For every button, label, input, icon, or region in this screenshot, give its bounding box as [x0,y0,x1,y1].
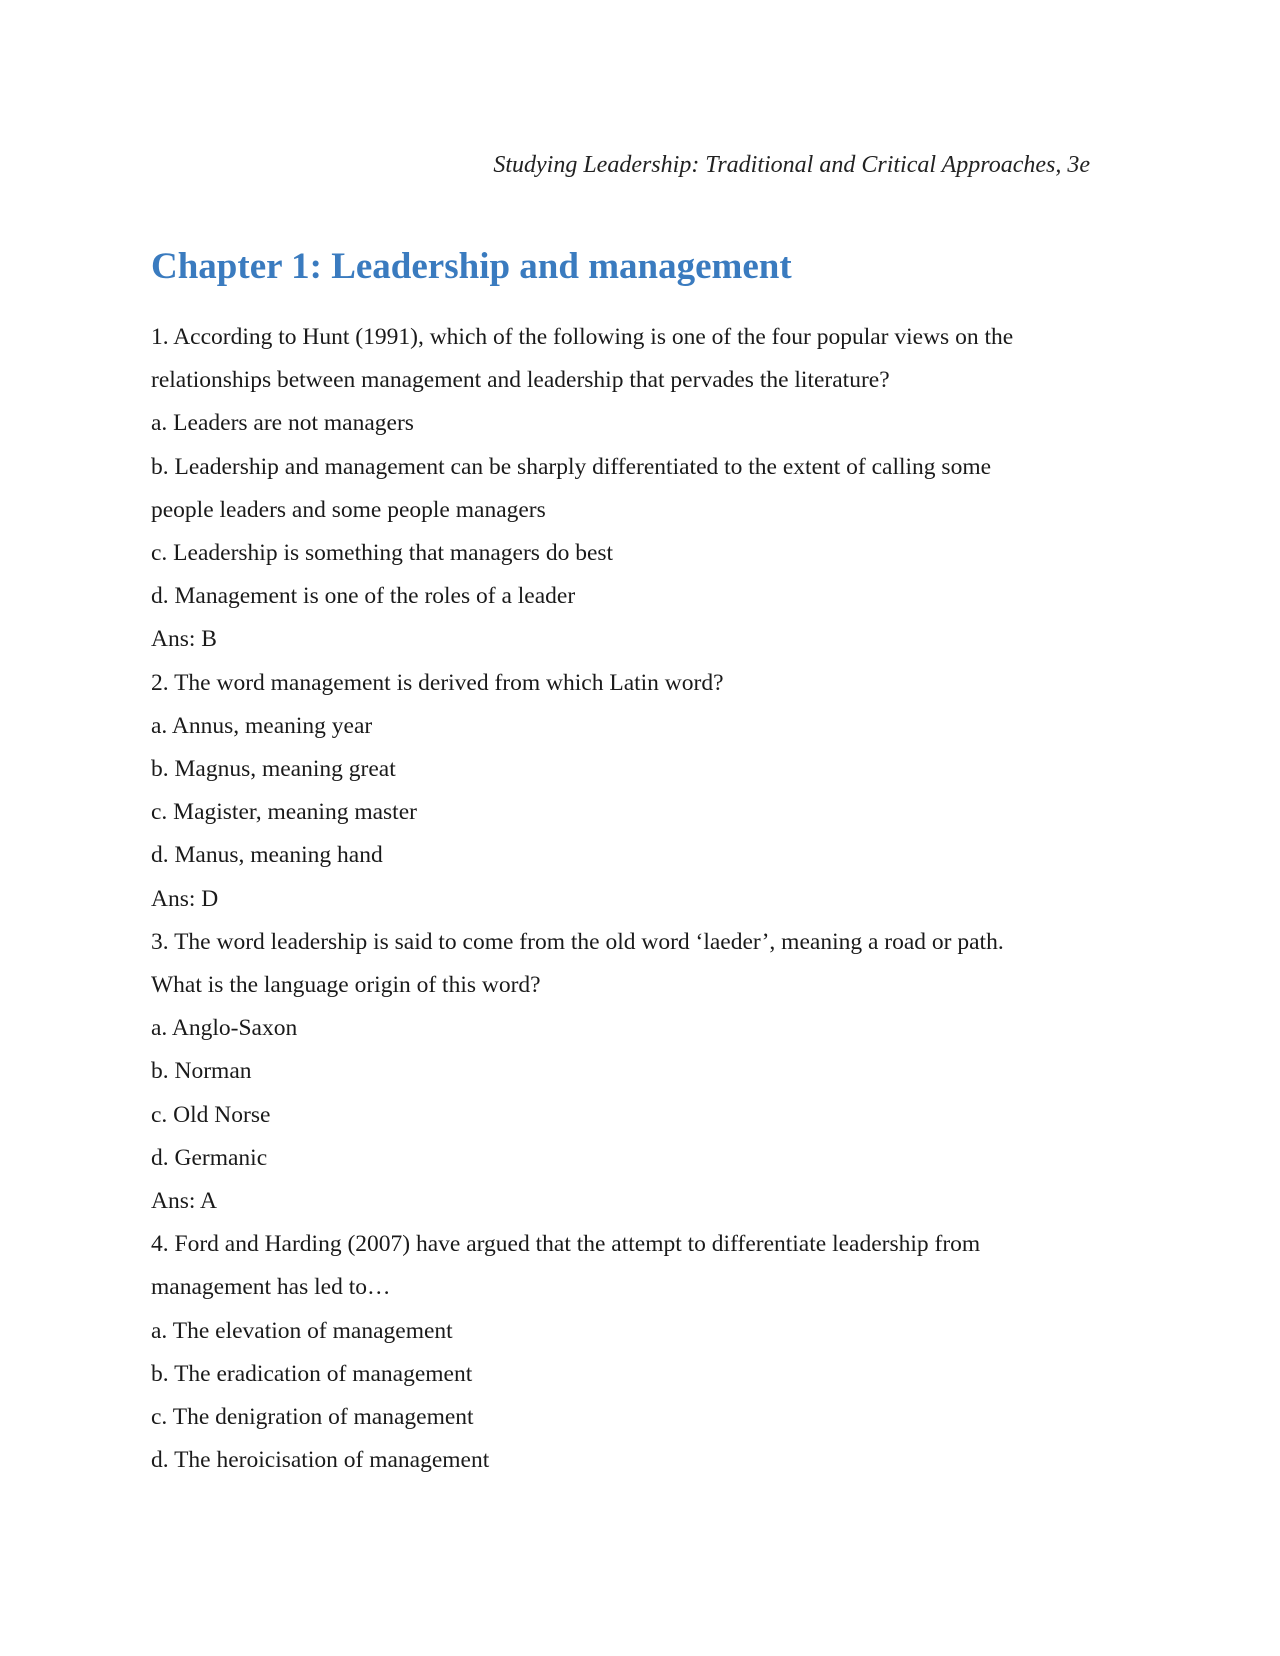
question-1-option-d: d. Management is one of the roles of a leader [151,583,576,610]
question-1-option-c: c. Leadership is something that managers do best [151,540,614,567]
running-header: Studying Leadership: Traditional and Critical Approaches, 3e [493,152,1090,178]
question-1-answer: Ans: B [151,626,217,653]
question-3-stem-line-1: 3. The word leadership is said to come from the old word ‘laeder’, meaning a road or path. [151,928,1004,955]
question-3-option-d: d. Germanic [151,1144,268,1171]
question-3-option-a: a. Anglo-Saxon [151,1015,298,1042]
question-3-stem-line-2: What is the language origin of this word? [151,972,541,999]
question-4-option-d: d. The heroicisation of management [151,1447,490,1474]
question-3-option-c: c. Old Norse [151,1101,271,1128]
question-2-option-a: a. Annus, meaning year [151,712,373,739]
question-1-stem-line-1: 1. According to Hunt (1991), which of the following is one of the four popular views on the [151,324,1014,350]
question-body [151,316,1091,1482]
question-4-option-c: c. The denigration of management [151,1404,474,1431]
question-3-option-b: b. Norman [151,1058,252,1085]
question-3-answer: Ans: A [151,1188,217,1215]
question-2-option-d: d. Manus, meaning hand [151,842,383,869]
question-1-option-b-line-2: people leaders and some people managers [151,496,546,523]
question-1-stem-line-2: relationships between management and leadership that pervades the literature? [151,367,890,394]
question-2-option-c: c. Magister, meaning master [151,799,417,826]
question-1-option-b-line-1: b. Leadership and management can be sharply differentiated to the extent of calling some [151,453,992,480]
question-2-stem: 2. The word management is derived from which Latin word? [151,669,724,696]
question-4-stem-line-1: 4. Ford and Harding (2007) have argued that the attempt to differentiate leadership from [151,1231,981,1258]
question-4-stem-line-2: management has led to… [151,1274,391,1301]
chapter-title: Chapter 1: Leadership and management [151,246,792,287]
question-2-option-b: b. Magnus, meaning great [151,756,396,783]
question-2-answer: Ans: D [151,885,219,912]
question-1-option-a: a. Leaders are not managers [151,410,414,437]
question-4-option-a: a. The elevation of management [151,1317,453,1344]
question-4-option-b: b. The eradication of management [151,1360,473,1387]
